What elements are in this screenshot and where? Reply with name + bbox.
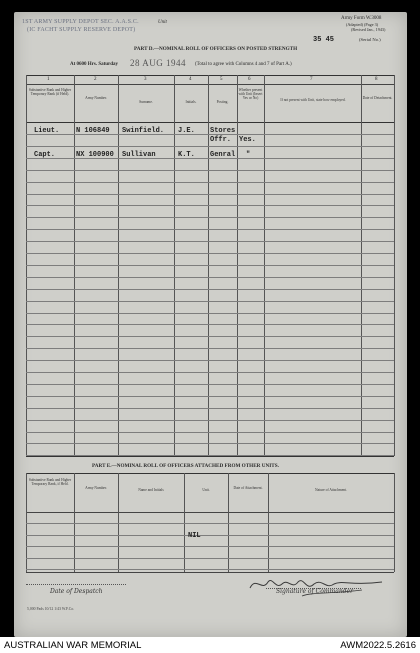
unit-label: Unit: [158, 20, 167, 25]
col-number-2: 2: [94, 77, 97, 82]
row-1-army-number: N 106849: [76, 127, 110, 135]
col-header-posting: Posting.: [216, 100, 229, 104]
ruled-line: [26, 546, 394, 547]
col-number-6: 6: [248, 77, 251, 82]
col-number-5: 5: [220, 77, 223, 82]
part-e-header-nature: Nature of Attachment.: [314, 488, 348, 492]
ruled-line: [26, 217, 394, 218]
ruled-line: [26, 313, 394, 314]
row-1-posting-2: Offr.: [210, 136, 232, 144]
part-d-title: PART D.—NOMINAL ROLL OF OFFICERS ON POSTED STRENGTH: [134, 46, 298, 52]
row-1-posting-1: Stores: [210, 127, 236, 135]
form-revised: (Revised Jan., 1943): [351, 27, 386, 32]
col-header-army-number: Army Number.: [85, 96, 107, 100]
ruled-line: [26, 384, 394, 385]
row-2-rank: Capt.: [34, 151, 56, 159]
ruled-line: [26, 277, 394, 278]
row-2-army-number: NX 100900: [76, 151, 114, 159]
form-adapted: (Adapted) (Page 3): [346, 22, 379, 27]
row-2-present: ": [246, 151, 251, 159]
col-header-detachment: Date of Detachment.: [362, 96, 393, 100]
row-1-surname: Swinfield.: [122, 127, 165, 135]
unit-stamp-line-1: 1ST ARMY SUPPLY DEPOT SEC. A.A.S.C.: [22, 19, 139, 25]
col-header-surname: Surname.: [139, 100, 153, 104]
document-page: [14, 12, 407, 637]
row-1-rank: Lieut.: [34, 127, 60, 135]
ruled-line: [26, 535, 394, 536]
ruled-line: [26, 360, 394, 361]
ruled-line: [26, 170, 394, 171]
ruled-line: [26, 324, 394, 325]
col-header-rank: Substantive Rank and Higher Temporary Rank (if Held).: [28, 88, 72, 96]
commander-signature: [242, 570, 392, 600]
ruled-line: [26, 372, 394, 373]
part-e-header-date: Date of Attachment.: [233, 486, 263, 490]
ruled-line: [26, 205, 394, 206]
total-agree-note: (Total to agree with Columns 4 and 7 of Part A.): [195, 62, 292, 67]
nil-entry: NIL: [188, 532, 201, 540]
ruled-line: [26, 289, 394, 290]
ruled-line: [26, 396, 394, 397]
ruled-line: [26, 455, 394, 456]
signature-of-commander-label: Signature of Commander: [276, 588, 353, 595]
col-number-3: 3: [144, 77, 147, 82]
row-2-initials: K.T.: [178, 151, 195, 159]
ruled-line: [26, 146, 394, 147]
part-e-title: PART E.—NOMINAL ROLL OF OFFICERS ATTACHED FROM OTHER UNITS.: [92, 463, 279, 469]
row-2-posting-1: Genral: [210, 151, 236, 159]
serial-label: (Serial No.): [359, 37, 381, 42]
row-1-initials: J.E.: [178, 127, 195, 135]
archive-footer: [0, 637, 420, 653]
row-1-present: Yes.: [239, 136, 256, 144]
part-e-header-army-number: Army Number.: [85, 486, 107, 490]
ruled-line: [26, 408, 394, 409]
form-name: Army Form W.3008: [341, 16, 382, 21]
ruled-line: [26, 348, 394, 349]
footer-catalog-number: AWM2022.5.2616: [340, 640, 416, 651]
col-number-7: 7: [310, 77, 313, 82]
ruled-line: [26, 336, 394, 337]
ruled-line: [26, 241, 394, 242]
ruled-line: [26, 229, 394, 230]
ruled-line: [26, 182, 394, 183]
ruled-line: [26, 443, 394, 444]
footer-institution: AUSTRALIAN WAR MEMORIAL: [4, 640, 142, 651]
ruled-line: [26, 265, 394, 266]
at-hours-label: At 0600 Hrs. Saturday: [70, 62, 119, 67]
ruled-line: [26, 432, 394, 433]
col-number-4: 4: [189, 77, 192, 82]
ruled-line: [26, 253, 394, 254]
date-of-despatch-label: Date of Despatch: [50, 588, 103, 595]
ruled-line: [26, 194, 394, 195]
part-e-header-unit: Unit.: [202, 488, 210, 492]
unit-stamp-line-2: (IC FACHT SUPPLY RESERVE DEPOT): [27, 27, 136, 33]
serial-number: 35 45: [313, 36, 335, 44]
ruled-line: [26, 301, 394, 302]
row-2-surname: Sullivan: [122, 151, 156, 159]
ruled-line: [26, 420, 394, 421]
print-line: 5,000 Pads 10/12 1/43 W.F.Co.: [27, 607, 75, 611]
col-header-employed: If not present with Unit, state how employed.: [280, 98, 346, 102]
date-stamp: 28 AUG 1944: [130, 58, 187, 68]
col-number-1: 1: [47, 77, 50, 82]
col-header-initials: Initials.: [185, 100, 197, 104]
col-number-8: 8: [375, 77, 378, 82]
part-e-header-rank: Substantive Rank and Higher Temporary Rank, if Held.: [28, 478, 72, 486]
ruled-line: [26, 523, 394, 524]
ruled-line: [26, 558, 394, 559]
part-e-header-name: Name and Initials: [138, 488, 164, 492]
col-header-present: Whether present with Unit (Insert Yes or No): [238, 88, 263, 100]
